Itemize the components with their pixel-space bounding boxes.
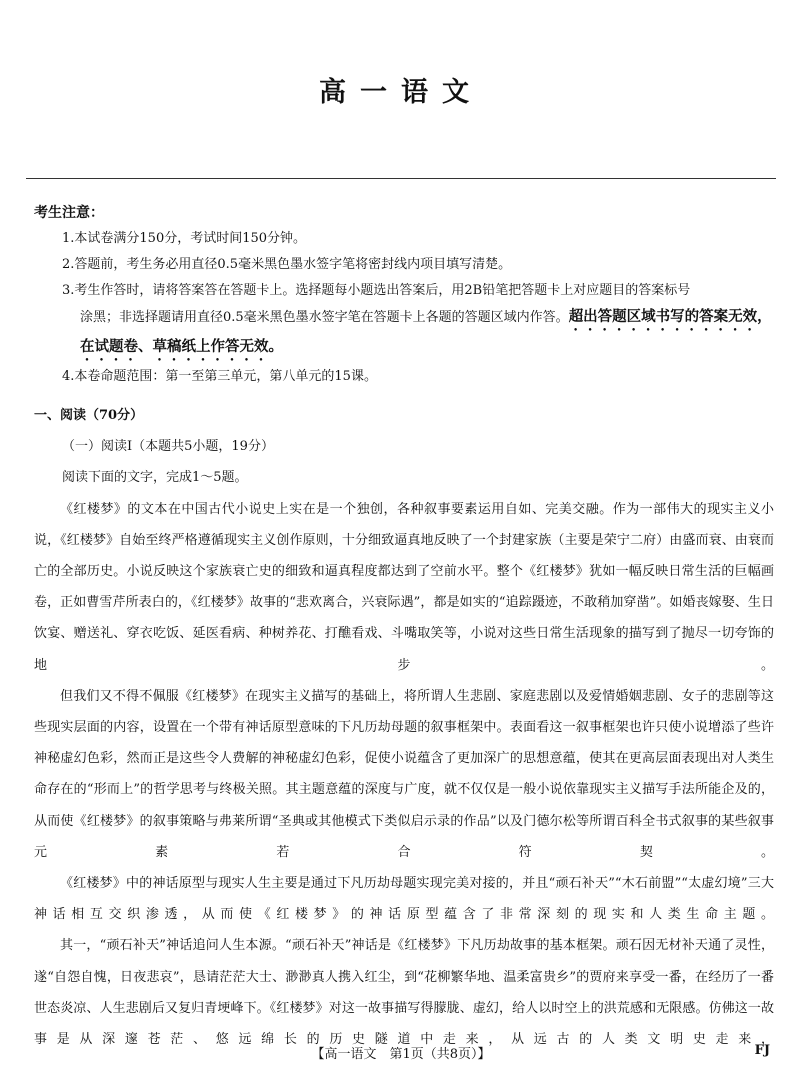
passage-paragraph-4: 其一，“顽石补天”神话追问人生本源。“顽石补天”神话是《红楼梦》下凡历劫故事的基本框架。顽石因无材补天通了灵性，遂“自怨自愧，日夜悲哀”，恳请茫茫大士、渺渺真人携入红尘，到“花柳繁华地、温柔富贵乡”的贾府来享受一番，在经历了一番世态炎凉、人生悲剧后又复归青埂峰下。《红楼梦》对这一故事描写得朦胧、虚幻，给人以时空上的洪荒感和无限感。仿佛这一故事是从深邃苍茫、悠远绵长的历史隧道中走来，从远古的人类文明史走来，: [34, 938, 774, 1048]
notice-item-2: 2.答题前，考生务必用直径0.5毫米黑色墨水签字笔将密封线内项目填写清楚。: [62, 257, 512, 272]
passage-paragraph-3: 《红楼梦》中的神话原型与现实人生主要是通过下凡历劫母题实现完美对接的，并且“顽石补天”“木石前盟”“太虚幻境”三大神话相互交织渗透，从而使《红楼梦》的神话原型蕴含了非常深刻的现实和人类生命主题。: [34, 876, 774, 923]
notice-heading: 考生注意：: [34, 205, 104, 221]
section-heading: 一、阅读（70分）: [34, 408, 144, 423]
exam-notice: [34, 200, 774, 390]
notice-item-1: 1.本试卷满分150分，考试时间150分钟。: [62, 231, 307, 246]
page-footer: 【高一语文 第1页（共8页）】: [311, 1047, 491, 1062]
notice-item-3-cont: [34, 304, 774, 364]
reading-section: [34, 400, 774, 1055]
exam-title: 高一语文: [319, 77, 483, 108]
section-subheading: （一）阅读Ⅰ（本题共5小题，19分）: [62, 439, 274, 455]
passage-paragraph-1: 《红楼梦》的文本在中国古代小说史上实在是一个独创，各种叙事要素运用自如、完美交融。作为一部伟大的现实主义小说，《红楼梦》自始至终严格遵循现实主义创作原则，十分细致逼真地反映了一个封建家族（主要是荣宁二府）由盛而衰、由衰而亡的全部历史。小说反映这个家族衰亡史的细致和逼真程度都达到了空前水平。整个《红楼梦》犹如一幅反映日常生活的巨幅画卷，正如曹雪芹所表白的，《红楼梦》故事的“悲欢离合，兴衰际遇”，都是如实的“追踪蹑迹，不敢稍加穿凿”。如婚丧嫁娶、生日饮宴、赠送礼、穿衣吃饭、延医看病、种树养花、打醮看戏、斗嘴取笑等，小说对这些日常生活现象的描写到了抛尽一切夸饰的地步。: [34, 501, 774, 673]
notice-item-3: [34, 278, 774, 304]
title-divider: [26, 178, 776, 179]
notice-item-3-emphasis: 超出答题区域书写的答案无效，在试题卷、草稿纸上作答无效。: [80, 308, 772, 355]
section-instruction: 阅读下面的文字，完成1～5题。: [62, 470, 248, 486]
notice-item-4: 4.本卷命题范围：第一至第三单元，第八单元的15课。: [62, 369, 377, 384]
region-mark: FJ: [754, 1043, 770, 1058]
notice-item-3-part-a: 3.考生作答时，请将答案答在答题卡上。选择题每小题选出答案后，用2B铅笔把答题卡上对应题目的答案标号: [62, 283, 691, 298]
notice-item-3-part-b: 涂黑；非选择题请用直径0.5毫米黑色墨水签字笔在答题卡上各题的答题区域内作答。: [80, 310, 569, 325]
passage-paragraph-2: 但我们又不得不佩服《红楼梦》在现实主义描写的基础上，将所谓人生悲剧、家庭悲剧以及爱情婚姻悲剧、女子的悲剧等这些现实层面的内容，设置在一个带有神话原型意味的下凡历劫母题的叙事框架中。表面看这一叙事框架也许只使小说增添了些许神秘虚幻色彩，然而正是这些令人费解的神秘虚幻色彩，促使小说蕴含了更加深广的思想意蕴，使其在更高层面表现出对人类生命存在的“形而上”的哲学思考与终极关照。其主题意蕴的深度与广度，就不仅仅是一般小说依靠现实主义描写手法所能企及的，从而使《红楼梦》的叙事策略与弗莱所谓“圣典或其他模式下类似启示录的作品”以及门德尔松等所谓百科全书式叙事的某些叙事元素若合符契。: [34, 688, 774, 860]
